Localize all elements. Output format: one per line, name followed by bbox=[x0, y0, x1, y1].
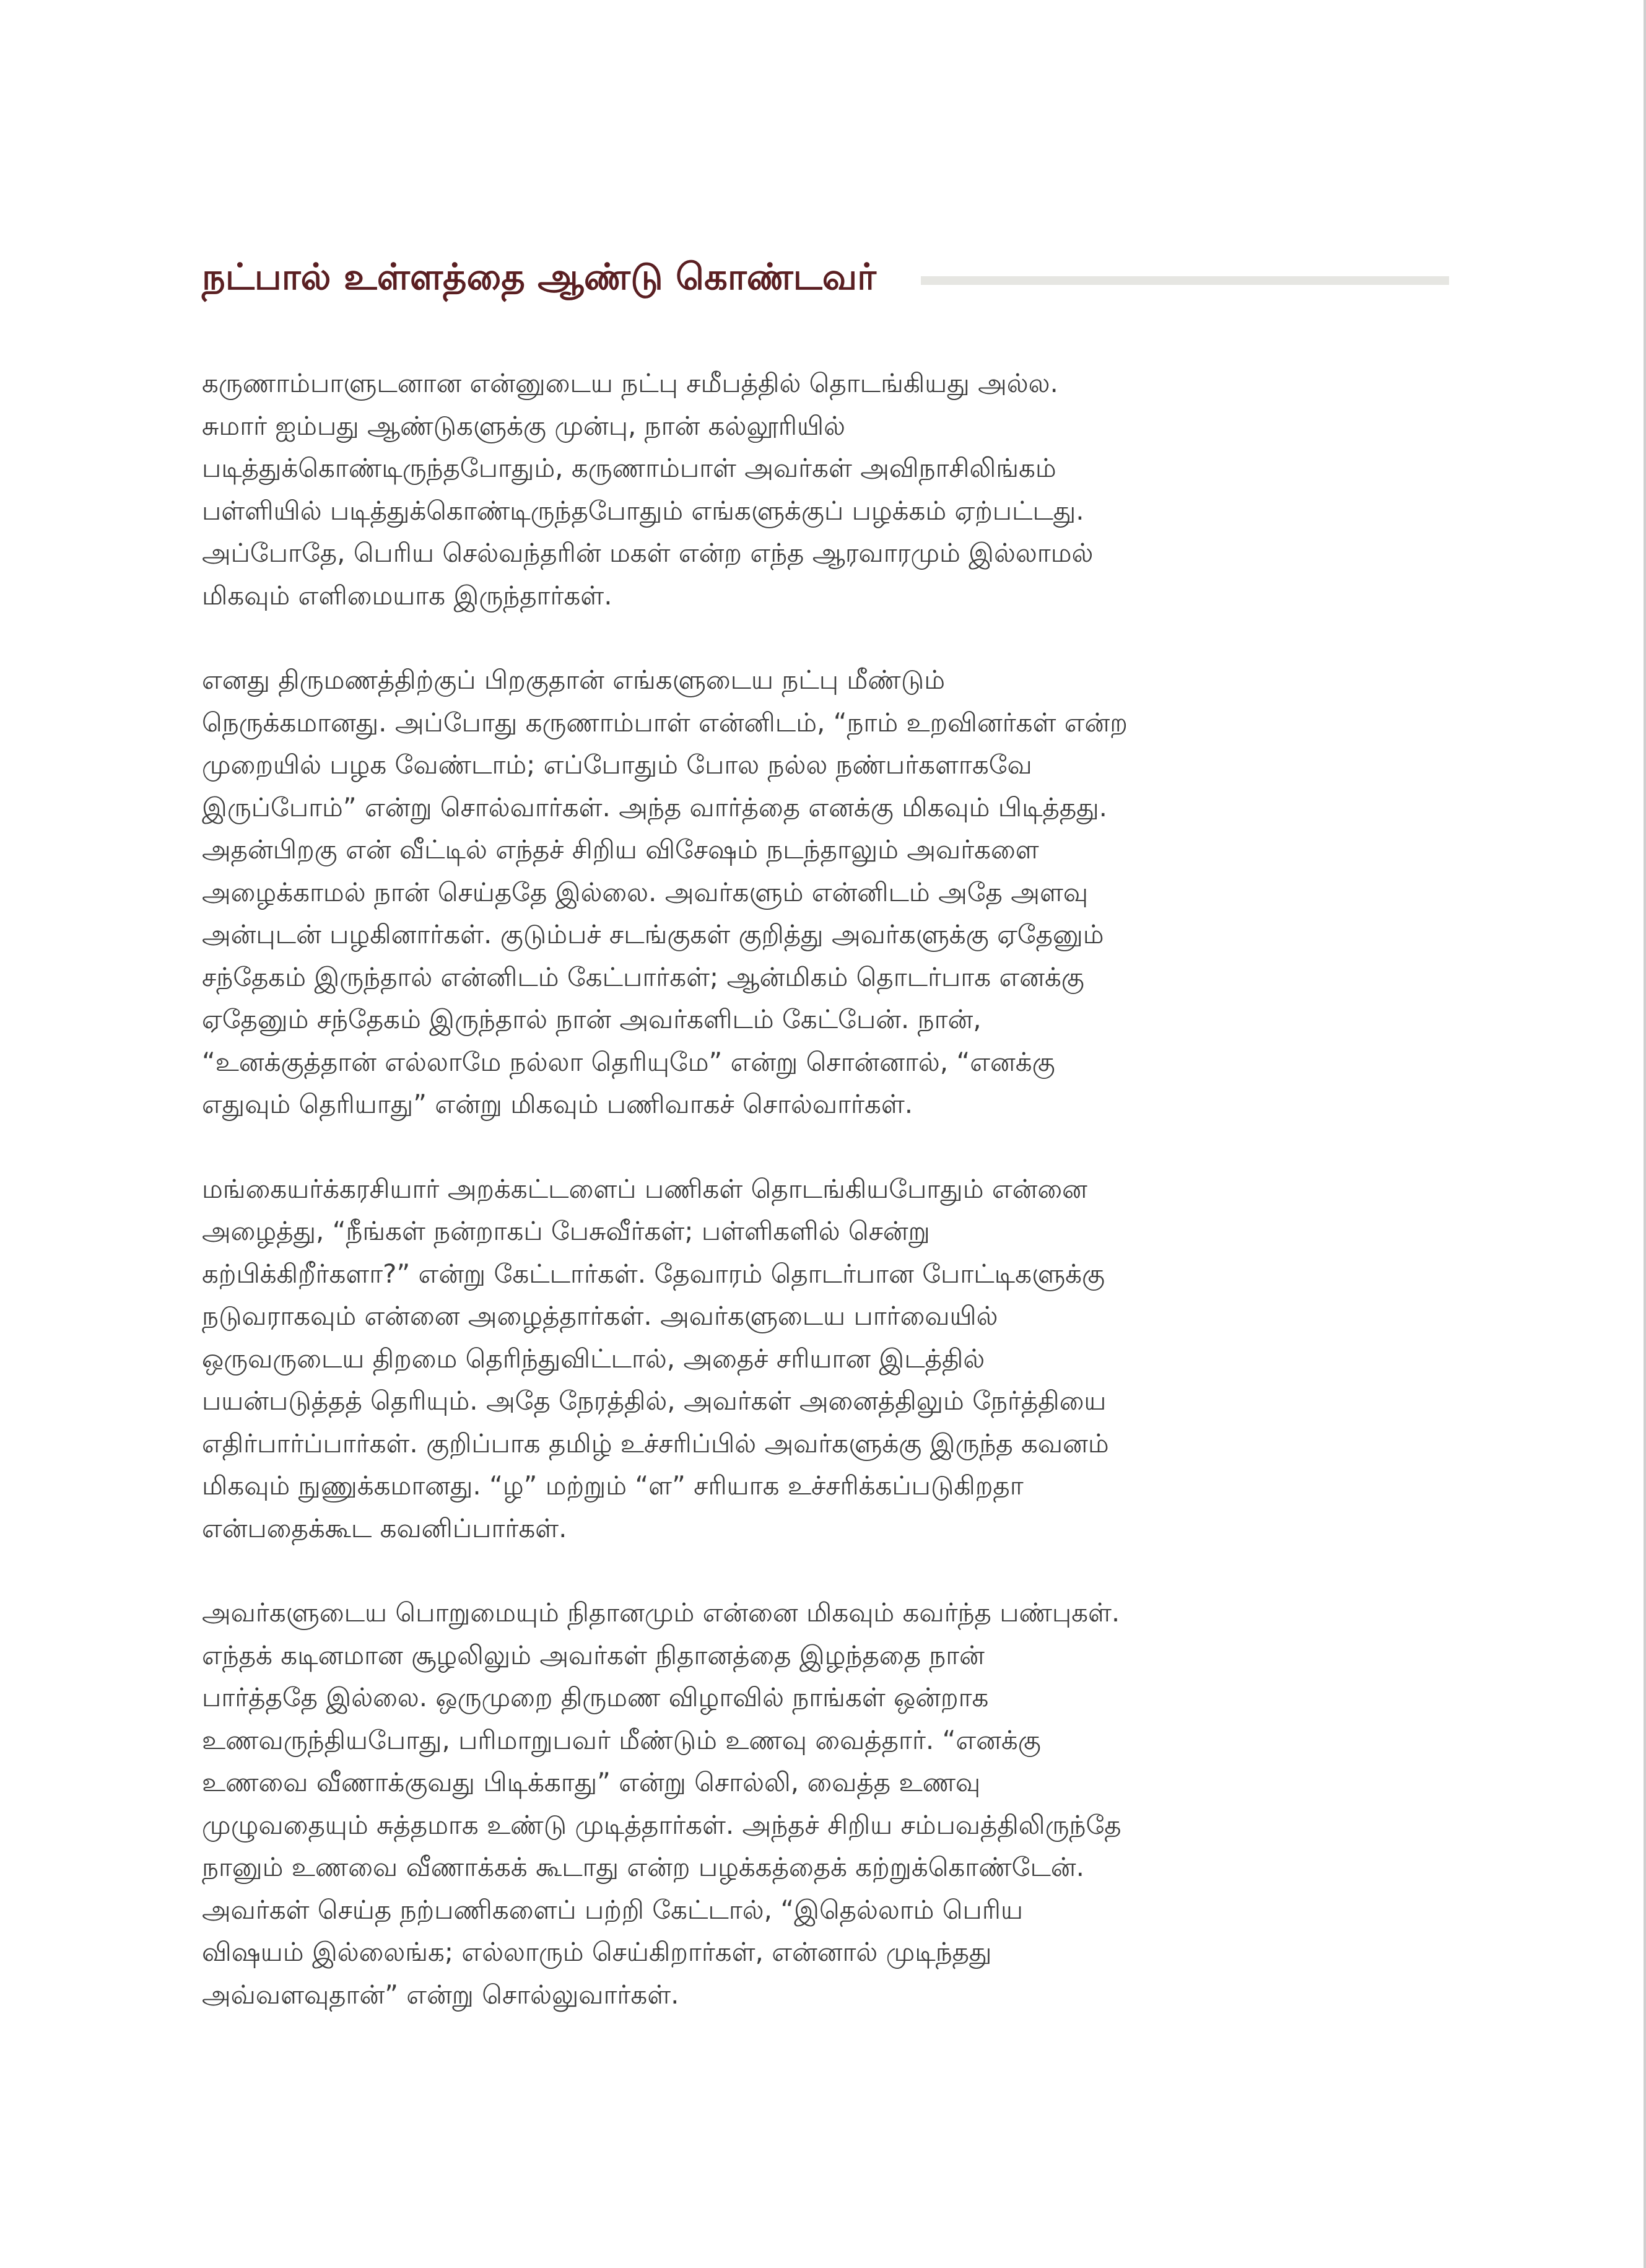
page-edge-divider bbox=[1644, 0, 1646, 2268]
article-body bbox=[202, 362, 1453, 2058]
paragraph: எனது திருமணத்திற்குப் பிறகுதான் எங்களுடைய நட்பு மீண்டும் நெருக்கமானது. அப்போது கருணாம்பாள் என்னிடம், “நாம் உறவினர்கள் என்ற முறையில் பழக வேண்டாம்; எப்போதும் போல நல்ல நண்பர்களாகவே இருப்போம்” என்று சொல்வார்கள். அந்த வார்த்தை எனக்கு மிகவும் பிடித்தது. அதன்பிறகு என் வீட்டில் எந்தச் சிறிய விசேஷம் நடந்தாலும் அவர்களை அழைக்காமல் நான் செய்ததே இல்லை. அவர்களும் என்னிடம் அதே அளவு அன்புடன் பழகினார்கள். குடும்பச் சடங்குகள் குறித்து அவர்களுக்கு ஏதேனும் சந்தேகம் இருந்தால் என்னிடம் கேட்பார்கள்; ஆன்மிகம் தொடர்பாக எனக்கு ஏதேனும் சந்தேகம் இருந்தால் நான் அவர்களிடம் கேட்பேன். நான், “உனக்குத்தான் எல்லாமே நல்லா தெரியுமே” என்று சொன்னால், “எனக்கு எதுவும் தெரியாது” என்று மிகவும் பணிவாகச் சொல்வார்கள். bbox=[202, 665, 1128, 1119]
chapter-title: நட்பால் உள்ளத்தை ஆண்டு கொண்டவர் bbox=[202, 255, 876, 298]
chapter-header bbox=[202, 245, 1449, 313]
title-rule bbox=[921, 276, 1449, 285]
paragraph: மங்கையர்க்கரசியார் அறக்கட்டளைப் பணிகள் தொடங்கியபோதும் என்னை அழைத்து, “நீங்கள் நன்றாகப் பேசுவீர்கள்; பள்ளிகளில் சென்று கற்பிக்கிறீர்களா?” என்று கேட்டார்கள். தேவாரம் தொடர்பான போட்டிகளுக்கு நடுவராகவும் என்னை அழைத்தார்கள். அவர்களுடைய பார்வையில் ஒருவருடைய திறமை தெரிந்துவிட்டால், அதைச் சரியான இடத்தில் பயன்படுத்தத் தெரியும். அதே நேரத்தில், அவர்கள் அனைத்திலும் நேர்த்தியை எதிர்பார்ப்பார்கள். குறிப்பாக தமிழ் உச்சரிப்பில் அவர்களுக்கு இருந்த கவனம் மிகவும் நுணுக்கமானது. “ழ” மற்றும் “ள” சரியாக உச்சரிக்கப்படுகிறதா என்பதைக்கூட கவனிப்பார்கள். bbox=[202, 1173, 1109, 1543]
paragraph: அவர்களுடைய பொறுமையும் நிதானமும் என்னை மிகவும் கவர்ந்த பண்புகள். எந்தக் கடினமான சூழலிலும் அவர்கள் நிதானத்தை இழந்ததை நான் பார்த்ததே இல்லை. ஒருமுறை திருமண விழாவில் நாங்கள் ஒன்றாக உணவருந்தியபோது, பரிமாறுபவர் மீண்டும் உணவு வைத்தார். “எனக்கு உணவை வீணாக்குவது பிடிக்காது” என்று சொல்லி, வைத்த உணவு முழுவதையும் சுத்தமாக உண்டு முடித்தார்கள். அந்தச் சிறிய சம்பவத்திலிருந்தே நானும் உணவை வீணாக்கக் கூடாது என்ற பழக்கத்தைக் கற்றுக்கொண்டேன். அவர்கள் செய்த நற்பணிகளைப் பற்றி கேட்டால், “இதெல்லாம் பெரிய விஷயம் இல்லைங்க; எல்லாரும் செய்கிறார்கள், என்னால் முடிந்தது அவ்வளவுதான்” என்று சொல்லுவார்கள். bbox=[202, 1597, 1121, 2010]
paragraph: கருணாம்பாளுடனான என்னுடைய நட்பு சமீபத்தில் தொடங்கியது அல்ல. சுமார் ஐம்பது ஆண்டுகளுக்கு முன்பு, நான் கல்லூரியில் படித்துக்கொண்டிருந்தபோதும், கருணாம்பாள் அவர்கள் அவிநாசிலிங்கம் பள்ளியில் படித்துக்கொண்டிருந்தபோதும் எங்களுக்குப் பழக்கம் ஏற்பட்டது. அப்போதே, பெரிய செல்வந்தரின் மகள் என்ற எந்த ஆரவாரமும் இல்லாமல் மிகவும் எளிமையாக இருந்தார்கள். bbox=[202, 368, 1094, 611]
